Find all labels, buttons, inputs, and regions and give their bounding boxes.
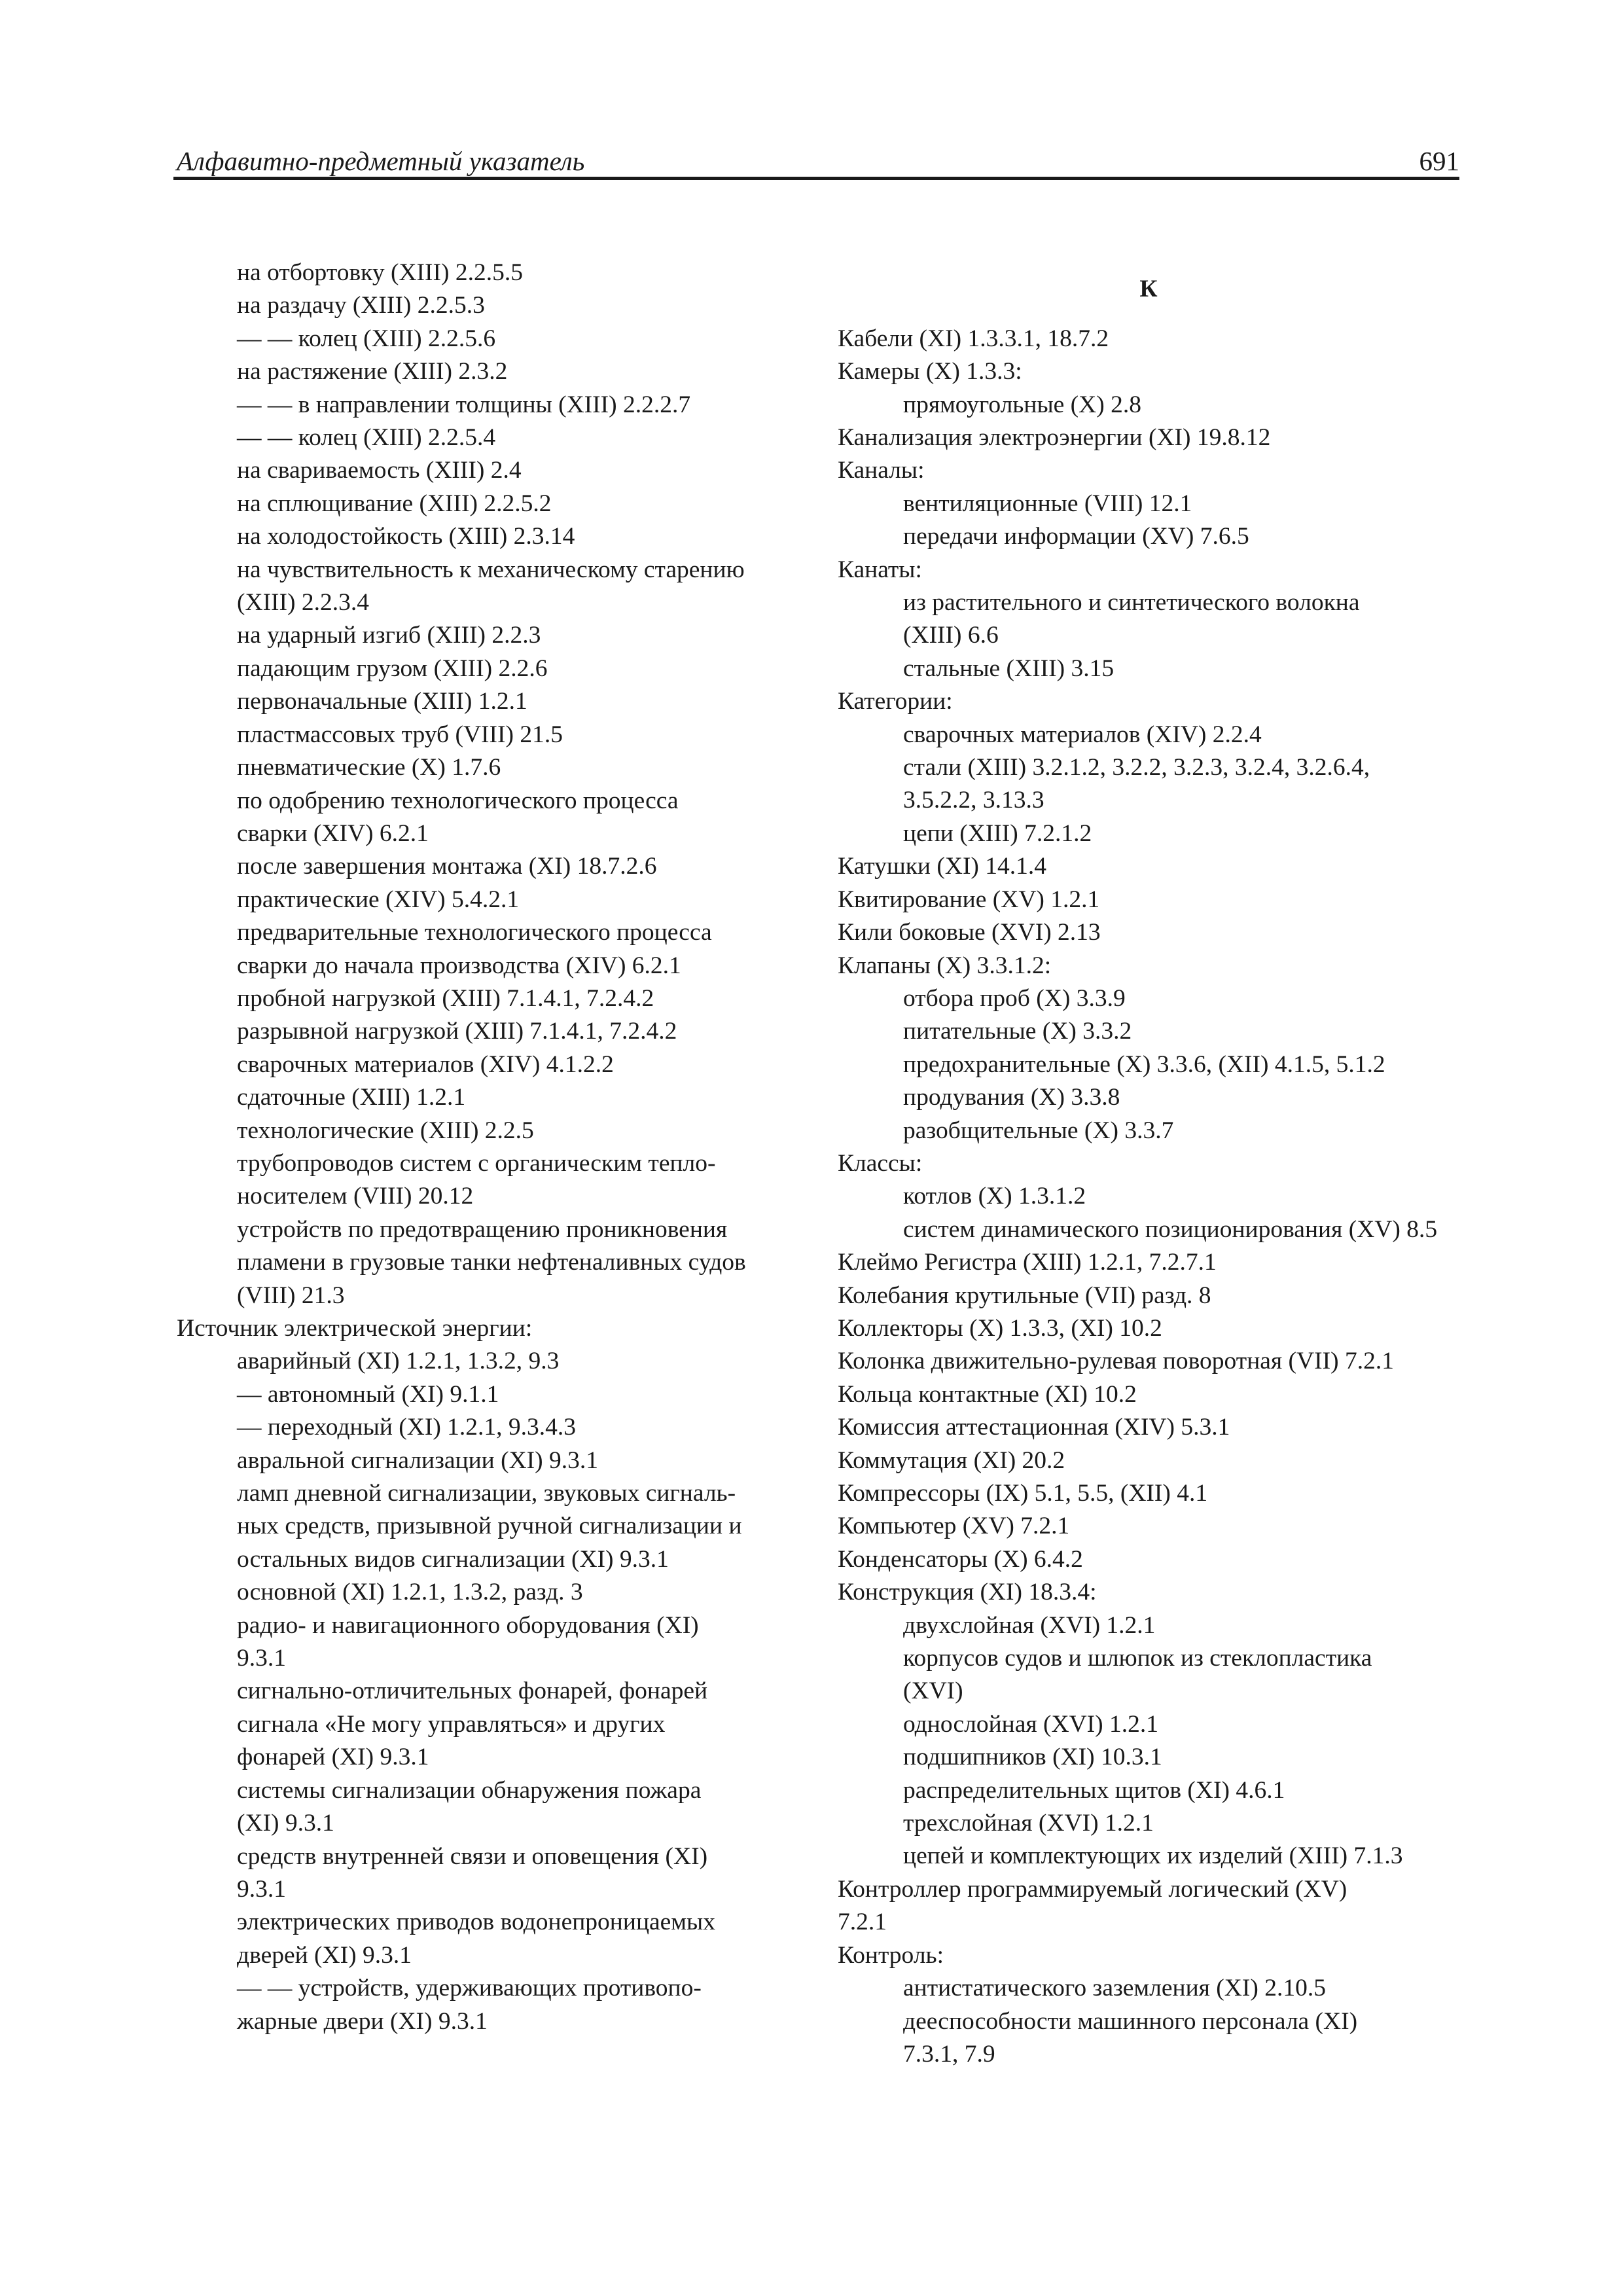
index-entry: Колонка движительно-рулевая поворотная (VII) 7.2.1 <box>838 1348 1394 1375</box>
index-subentry: однослойная (XVI) 1.2.1 <box>903 1710 1159 1738</box>
index-subentry: на ударный изгиб (XIII) 2.2.3 <box>237 622 541 649</box>
index-subentry: по одобрению технологического процесса <box>237 787 679 814</box>
index-subentry: ных средств, призывной ручной сигнализации и <box>237 1513 742 1540</box>
index-subentry: технологические (XIII) 2.2.5 <box>237 1117 534 1144</box>
index-subentry: пластмассовых труб (VIII) 21.5 <box>237 721 563 748</box>
index-subentry: 9.3.1 <box>237 1875 286 1903</box>
index-entry: Камеры (X) 1.3.3: <box>838 358 1022 386</box>
index-entry: Контроль: <box>838 1941 944 1969</box>
index-subentry: (XVI) <box>903 1677 963 1705</box>
index-subentry: устройств по предотвращению проникновения <box>237 1215 728 1243</box>
header-rule <box>173 177 1459 180</box>
index-subentry: — автономный (XI) 9.1.1 <box>237 1380 499 1408</box>
index-entry: Комиссия аттестационная (XIV) 5.3.1 <box>838 1414 1230 1441</box>
index-subentry: цепи (XIII) 7.2.1.2 <box>903 819 1092 847</box>
index-subentry: радио- и навигационного оборудования (XI) <box>237 1611 699 1639</box>
index-entry: Катушки (XI) 14.1.4 <box>838 853 1047 880</box>
index-subentry: стальные (XIII) 3.15 <box>903 655 1115 682</box>
index-entry: Колебания крутильные (VII) разд. 8 <box>838 1282 1211 1309</box>
index-entry: Клапаны (X) 3.3.1.2: <box>838 952 1052 979</box>
index-subentry: систем динамического позиционирования (XV) 8.5 <box>903 1215 1438 1243</box>
index-entry: Контроллер программируемый логический (XV) <box>838 1875 1347 1903</box>
index-subentry: разобщительные (X) 3.3.7 <box>903 1117 1174 1144</box>
index-subentry: электрических приводов водонепроницаемых <box>237 1909 715 1936</box>
index-subentry: средств внутренней связи и оповещения (XI) <box>237 1842 708 1870</box>
index-subentry: продувания (X) 3.3.8 <box>903 1084 1120 1111</box>
index-subentry: аварийный (XI) 1.2.1, 1.3.2, 9.3 <box>237 1348 560 1375</box>
index-subentry: ламп дневной сигнализации, звуковых сигналь- <box>237 1480 736 1507</box>
index-subentry: (XI) 9.3.1 <box>237 1810 334 1837</box>
index-subentry: сдаточные (XIII) 1.2.1 <box>237 1084 466 1111</box>
index-subentry: котлов (X) 1.3.1.2 <box>903 1183 1086 1210</box>
index-subentry: сварки (XIV) 6.2.1 <box>237 819 429 847</box>
index-subentry: системы сигнализации обнаружения пожара <box>237 1776 702 1804</box>
index-subentry: остальных видов сигнализации (XI) 9.3.1 <box>237 1545 669 1573</box>
index-entry: Категории: <box>838 688 953 715</box>
index-entry: Канаты: <box>838 556 922 583</box>
index-entry: Коммутация (XI) 20.2 <box>838 1446 1065 1474</box>
index-subentry: дееспособности машинного персонала (XI) <box>903 2007 1358 2035</box>
index-subentry: из растительного и синтетического волокна <box>903 589 1360 617</box>
index-entry: Конструкция (XI) 18.3.4: <box>838 1579 1097 1606</box>
index-subentry: отбора проб (X) 3.3.9 <box>903 984 1126 1012</box>
index-subentry: пробной нагрузкой (XIII) 7.1.4.1, 7.2.4.2 <box>237 984 654 1012</box>
index-subentry: — — колец (XIII) 2.2.5.6 <box>237 325 496 352</box>
index-subentry: на холодостойкость (XIII) 2.3.14 <box>237 523 575 550</box>
index-entry: Кили боковые (XVI) 2.13 <box>838 919 1101 946</box>
index-subentry: передачи информации (XV) 7.6.5 <box>903 523 1249 550</box>
index-subentry: корпусов судов и шлюпок из стеклопластика <box>903 1645 1372 1672</box>
index-subentry: сварочных материалов (XIV) 4.1.2.2 <box>237 1050 614 1078</box>
index-subentry: дверей (XI) 9.3.1 <box>237 1941 412 1969</box>
index-subentry: предохранительные (X) 3.3.6, (XII) 4.1.5, 5.1.2 <box>903 1050 1385 1078</box>
index-subentry: первоначальные (XIII) 1.2.1 <box>237 688 527 715</box>
section-letter: К <box>1139 276 1158 302</box>
index-subentry: на чувствительность к механическому старению <box>237 556 745 583</box>
index-entry: Коллекторы (X) 1.3.3, (XI) 10.2 <box>838 1314 1162 1342</box>
index-subentry: носителем (VIII) 20.12 <box>237 1183 474 1210</box>
index-entry: Компьютер (XV) 7.2.1 <box>838 1513 1070 1540</box>
index-subentry: 7.3.1, 7.9 <box>903 2040 995 2068</box>
index-subentry: на свариваемость (XIII) 2.4 <box>237 457 522 484</box>
index-subentry: жарные двери (XI) 9.3.1 <box>237 2007 488 2035</box>
index-subentry: сварочных материалов (XIV) 2.2.4 <box>903 721 1262 748</box>
index-entry: Кольца контактные (XI) 10.2 <box>838 1380 1137 1408</box>
index-subentry: подшипников (XI) 10.3.1 <box>903 1744 1162 1771</box>
index-subentry: 9.3.1 <box>237 1645 286 1672</box>
index-subentry: разрывной нагрузкой (XIII) 7.1.4.1, 7.2.4.2 <box>237 1018 677 1045</box>
index-subentry: стали (XIII) 3.2.1.2, 3.2.2, 3.2.3, 3.2.4, 3.2.6.4, <box>903 754 1370 781</box>
index-subentry: 3.5.2.2, 3.13.3 <box>903 787 1044 814</box>
index-entry: Кабели (XI) 1.3.3.1, 18.7.2 <box>838 325 1109 352</box>
index-entry: Клеймо Регистра (XIII) 1.2.1, 7.2.7.1 <box>838 1249 1217 1276</box>
index-subentry: пламени в грузовые танки нефтеналивных судов <box>237 1249 746 1276</box>
index-subentry: трубопроводов систем с органическим тепло- <box>237 1149 716 1177</box>
index-subentry: — — устройств, удерживающих противопо- <box>237 1975 702 2002</box>
index-entry: Каналы: <box>838 457 925 484</box>
index-subentry: на отбортовку (XIII) 2.2.5.5 <box>237 259 523 286</box>
index-subentry: вентиляционные (VIII) 12.1 <box>903 490 1192 517</box>
index-subentry: на сплющивание (XIII) 2.2.5.2 <box>237 490 552 517</box>
index-subentry: питательные (X) 3.3.2 <box>903 1018 1132 1045</box>
index-column-left <box>177 257 805 2038</box>
index-subentry: распределительных щитов (XI) 4.6.1 <box>903 1776 1285 1804</box>
page-number: 691 <box>1419 146 1459 176</box>
index-subentry: основной (XI) 1.2.1, 1.3.2, разд. 3 <box>237 1579 583 1606</box>
index-subentry: прямоугольные (X) 2.8 <box>903 391 1141 418</box>
index-subentry: на растяжение (XIII) 2.3.2 <box>237 358 508 386</box>
index-subentry: — переходный (XI) 1.2.1, 9.3.4.3 <box>237 1414 577 1441</box>
index-subentry: (XIII) 6.6 <box>903 622 999 649</box>
index-entry: Квитирование (XV) 1.2.1 <box>838 886 1100 913</box>
index-entry: Конденсаторы (X) 6.4.2 <box>838 1545 1083 1573</box>
index-subentry: — — в направлении толщины (XIII) 2.2.2.7 <box>237 391 691 418</box>
index-subentry: на раздачу (XIII) 2.2.5.3 <box>237 292 485 319</box>
index-entry: Классы: <box>838 1149 923 1177</box>
index-subentry: пневматические (X) 1.7.6 <box>237 754 501 781</box>
index-subentry: (XIII) 2.2.3.4 <box>237 589 370 617</box>
index-subentry: (VIII) 21.3 <box>237 1282 345 1309</box>
index-subentry: сварки до начала производства (XIV) 6.2.1 <box>237 952 681 979</box>
index-subentry: трехслойная (XVI) 1.2.1 <box>903 1810 1154 1837</box>
running-title: Алфавитно-предметный указатель <box>177 146 585 176</box>
index-subentry: авральной сигнализации (XI) 9.3.1 <box>237 1446 599 1474</box>
index-column-right <box>838 257 1459 2071</box>
index-subentry: антистатического заземления (XI) 2.10.5 <box>903 1975 1326 2002</box>
index-subentry: падающим грузом (XIII) 2.2.6 <box>237 655 548 682</box>
index-entry: Канализация электроэнергии (XI) 19.8.12 <box>838 424 1271 452</box>
index-subentry: двухслойная (XVI) 1.2.1 <box>903 1611 1156 1639</box>
index-entry: 7.2.1 <box>838 1909 887 1936</box>
index-entry: Источник электрической энергии: <box>177 1315 533 1342</box>
index-subentry: сигнально-отличительных фонарей, фонарей <box>237 1677 708 1705</box>
index-entry: Компрессоры (IX) 5.1, 5.5, (XII) 4.1 <box>838 1480 1208 1507</box>
index-subentry: цепей и комплектующих их изделий (XIII) 7.1.3 <box>903 1842 1403 1870</box>
index-subentry: — — колец (XIII) 2.2.5.4 <box>237 424 496 452</box>
index-subentry: предварительные технологического процесса <box>237 919 712 946</box>
index-subentry: сигнала «Не могу управляться» и других <box>237 1710 666 1738</box>
index-subentry: практические (XIV) 5.4.2.1 <box>237 886 520 913</box>
index-subentry: фонарей (XI) 9.3.1 <box>237 1744 429 1771</box>
index-subentry: после завершения монтажа (XI) 18.7.2.6 <box>237 853 657 880</box>
